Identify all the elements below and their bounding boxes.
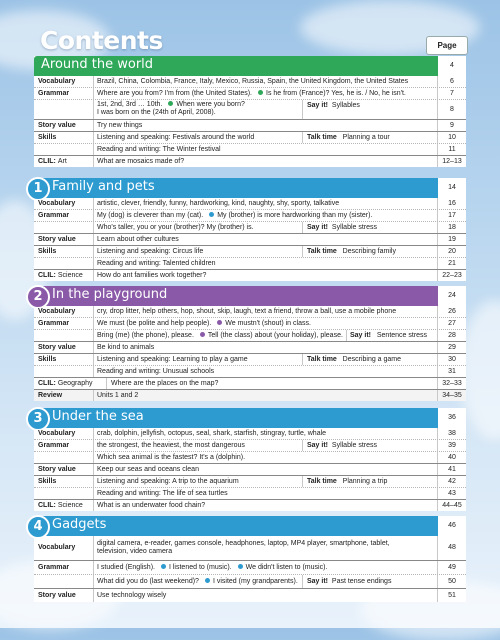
row-label: Story value xyxy=(38,466,76,473)
bullet-dot-icon xyxy=(238,564,243,569)
section-title: Under the sea xyxy=(52,409,144,424)
column-divider xyxy=(93,198,94,209)
row-content: Reading and writing: The Winter festival xyxy=(97,146,221,153)
row-content xyxy=(97,90,435,97)
column-divider xyxy=(93,561,94,574)
row-content: Listening and speaking: Learning to play a game xyxy=(97,356,248,363)
column-divider xyxy=(93,270,94,281)
column-divider xyxy=(93,88,94,99)
column-divider xyxy=(93,488,94,499)
unit-number: 3 xyxy=(26,407,50,431)
table-row xyxy=(34,233,466,245)
say-it-cell xyxy=(307,102,360,109)
row-content: cry, drop litter, help others, hop, shout, skip, laugh, text a friend, throw a ball, use a mobile phone xyxy=(97,308,397,315)
table-row xyxy=(34,574,466,588)
row-page: 49 xyxy=(437,561,466,574)
table-row xyxy=(34,155,466,167)
column-divider xyxy=(93,306,94,317)
grammar-item: 1st, 2nd, 3rd … 10th. xyxy=(97,101,163,108)
row-page: 6 xyxy=(437,76,466,87)
table-row xyxy=(34,306,466,317)
clil-subject: Geography xyxy=(57,380,93,387)
clil-label: CLIL: xyxy=(38,158,56,165)
column-divider xyxy=(93,330,94,341)
column-divider xyxy=(93,589,94,602)
row-label: Vocabulary xyxy=(38,544,76,551)
row-content: Learn about other cultures xyxy=(97,236,179,243)
row-page: 22–23 xyxy=(437,270,466,281)
column-divider xyxy=(93,476,94,487)
table-row xyxy=(34,439,466,451)
column-divider xyxy=(93,100,94,119)
column-divider xyxy=(93,440,94,451)
row-page: 19 xyxy=(437,234,466,245)
column-divider xyxy=(302,246,303,257)
clil-label: CLIL: xyxy=(38,272,56,279)
table-row xyxy=(34,87,466,99)
column-divider xyxy=(93,318,94,329)
grammar-item: Where are you from? I'm from (the United States). xyxy=(97,90,253,97)
talk-time-label: Talk time xyxy=(307,478,337,485)
grammar-item: When were you born? xyxy=(176,101,245,108)
row-label: Skills xyxy=(38,478,57,485)
table-row xyxy=(34,245,466,257)
grammar-item: Is he from (France)? Yes, he is. / No, he isn't. xyxy=(266,90,406,97)
bullet-dot-icon xyxy=(217,320,222,325)
table-row xyxy=(34,209,466,221)
row-page: 39 xyxy=(437,440,466,451)
table-row xyxy=(34,329,466,341)
say-it-value: Past tense endings xyxy=(331,578,392,585)
bullet-dot-icon xyxy=(161,564,166,569)
page-column-header: Page xyxy=(426,36,468,55)
row-content: Who's taller, you or your (brother)? My (brother) is. xyxy=(97,224,254,231)
column-divider xyxy=(302,440,303,451)
table-row xyxy=(34,377,466,389)
section-gadgets xyxy=(34,516,466,602)
row-page: 30 xyxy=(437,354,466,365)
say-it-value: Sentence stress xyxy=(376,332,428,339)
section-title: In the playground xyxy=(52,287,168,302)
row-content: Listening and speaking: Circus life xyxy=(97,248,204,255)
say-it-label: Say it! xyxy=(307,578,329,585)
row-page: 31 xyxy=(437,366,466,377)
bullet-dot-icon xyxy=(200,332,205,337)
say-it-label: Say it! xyxy=(307,442,329,449)
row-page: 43 xyxy=(437,488,466,499)
bullet-dot-icon xyxy=(205,578,210,583)
talk-time-cell xyxy=(307,356,401,363)
row-label xyxy=(38,272,83,279)
table-row xyxy=(34,451,466,463)
row-label: Grammar xyxy=(38,442,70,449)
say-it-cell xyxy=(307,442,377,449)
column-divider xyxy=(302,132,303,143)
bullet-dot-icon xyxy=(258,90,263,95)
column-divider xyxy=(93,366,94,377)
row-content xyxy=(97,101,286,117)
row-page: 34–35 xyxy=(437,390,466,401)
talk-time-value: Describing family xyxy=(342,248,396,255)
table-row xyxy=(34,269,466,281)
row-content: digital camera, e-reader, games console, headphones, laptop, MP4 player, smartphone, tablet, television, video camera xyxy=(97,540,390,555)
bullet-dot-icon xyxy=(209,212,214,217)
review-row xyxy=(34,389,466,401)
column-divider xyxy=(93,234,94,245)
row-content: Units 1 and 2 xyxy=(97,392,139,399)
section-page: 36 xyxy=(438,408,466,428)
row-page: 8 xyxy=(437,100,466,119)
talk-time-cell xyxy=(307,134,390,141)
row-content: Try new things xyxy=(97,122,143,129)
row-label: Story value xyxy=(38,344,76,351)
column-divider xyxy=(106,378,107,389)
row-content: the strongest, the heaviest, the most dangerous xyxy=(97,442,245,449)
row-label: Skills xyxy=(38,134,57,141)
row-page: 29 xyxy=(437,342,466,353)
column-divider xyxy=(93,120,94,131)
clil-subject: Science xyxy=(57,272,83,279)
table-row xyxy=(34,198,466,209)
row-page: 27 xyxy=(437,318,466,329)
column-divider xyxy=(93,452,94,463)
row-label xyxy=(38,158,67,165)
say-it-label: Say it! xyxy=(307,224,329,231)
row-content: crab, dolphin, jellyfish, octopus, seal, shark, starfish, stingray, turtle, whale xyxy=(97,430,327,437)
column-divider xyxy=(93,222,94,233)
grammar-item: Tell (the class) about (your holiday), please. xyxy=(207,332,343,339)
row-page: 26 xyxy=(437,306,466,317)
section-page: 24 xyxy=(438,286,466,306)
column-divider xyxy=(93,536,94,560)
row-page: 42 xyxy=(437,476,466,487)
row-content: Keep our seas and oceans clean xyxy=(97,466,199,473)
section-around-the-world xyxy=(34,56,466,167)
row-content: Listening and speaking: Festivals around the world xyxy=(97,134,255,141)
row-label: Grammar xyxy=(38,212,70,219)
column-divider xyxy=(93,132,94,143)
row-content: Which sea animal is the fastest? It's a (dolphin). xyxy=(97,454,246,461)
row-page: 40 xyxy=(437,452,466,463)
row-content: How do ant families work together? xyxy=(97,272,207,279)
row-content: What are mosaics made of? xyxy=(97,158,185,165)
row-content: Be kind to animals xyxy=(97,344,155,351)
row-content xyxy=(97,320,435,327)
table-row xyxy=(34,257,466,269)
row-page: 51 xyxy=(437,589,466,602)
column-divider xyxy=(93,246,94,257)
section-page: 46 xyxy=(438,516,466,536)
column-divider xyxy=(302,575,303,588)
row-page: 7 xyxy=(437,88,466,99)
column-divider xyxy=(93,258,94,269)
table-row xyxy=(34,317,466,329)
section-family-and-pets xyxy=(34,178,466,281)
row-content: What is an underwater food chain? xyxy=(97,502,206,509)
table-row xyxy=(34,143,466,155)
row-label: Review xyxy=(38,392,63,399)
section-page: 4 xyxy=(438,56,466,76)
bullet-dot-icon xyxy=(168,101,173,106)
row-content xyxy=(97,212,435,219)
section-in-the-playground xyxy=(34,286,466,401)
row-label: Story value xyxy=(38,592,76,599)
row-label: Grammar xyxy=(38,320,70,327)
row-content xyxy=(97,564,435,571)
section-band xyxy=(34,516,466,536)
row-page: 11 xyxy=(437,144,466,155)
column-divider xyxy=(93,210,94,221)
say-it-label: Say it! xyxy=(307,102,329,109)
unit-number: 4 xyxy=(26,515,50,539)
grammar-item: I listened to (music). xyxy=(168,564,232,571)
row-content: artistic, clever, friendly, funny, hardworking, kind, naughty, shy, sporty, talkative xyxy=(97,200,340,207)
table-row xyxy=(34,588,466,602)
column-divider xyxy=(93,500,94,511)
talk-time-label: Talk time xyxy=(307,248,337,255)
row-page: 28 xyxy=(437,330,466,341)
column-divider xyxy=(93,464,94,475)
row-label xyxy=(38,380,92,387)
row-page: 32–33 xyxy=(437,378,466,389)
column-divider xyxy=(302,476,303,487)
row-content: Use technology wisely xyxy=(97,592,167,599)
row-content: Reading and writing: Unusual schools xyxy=(97,368,215,375)
column-divider xyxy=(302,222,303,233)
column-divider xyxy=(302,100,303,119)
row-page: 38 xyxy=(437,428,466,439)
row-page: 44–45 xyxy=(437,500,466,511)
column-divider xyxy=(93,575,94,588)
table-row xyxy=(34,353,466,365)
section-title: Family and pets xyxy=(52,179,155,194)
column-divider xyxy=(93,156,94,167)
table-row xyxy=(34,365,466,377)
row-content: Where are the places on the map? xyxy=(111,380,219,387)
table-row xyxy=(34,341,466,353)
table-row xyxy=(34,119,466,131)
row-label: Skills xyxy=(38,356,57,363)
row-page: 9 xyxy=(437,120,466,131)
clil-label: CLIL: xyxy=(38,502,56,509)
say-it-cell xyxy=(307,224,377,231)
clil-label: CLIL: xyxy=(38,380,56,387)
talk-time-cell xyxy=(307,478,387,485)
column-divider xyxy=(93,428,94,439)
grammar-item: What did you do (last weekend)? xyxy=(97,578,199,585)
grammar-item: We didn't listen to (music). xyxy=(245,564,328,571)
say-it-value: Syllable stress xyxy=(331,224,378,231)
grammar-item: We must (be polite and help people). xyxy=(97,320,212,327)
clil-subject: Art xyxy=(57,158,67,165)
grammar-item: We mustn't (shout) in class. xyxy=(225,320,311,327)
table-row xyxy=(34,475,466,487)
section-band xyxy=(34,56,466,76)
row-content: Reading and writing: The life of sea turtles xyxy=(97,490,228,497)
section-title: Around the world xyxy=(41,57,154,72)
row-content: Brazil, China, Colombia, France, Italy, Mexico, Russia, Spain, the United Kingdom, the United States xyxy=(97,78,409,85)
row-page: 17 xyxy=(437,210,466,221)
talk-time-value: Describing a game xyxy=(342,356,402,363)
talk-time-label: Talk time xyxy=(307,134,337,141)
row-label: Vocabulary xyxy=(38,200,76,207)
section-band xyxy=(34,408,466,428)
column-divider xyxy=(93,144,94,155)
table-row xyxy=(34,131,466,143)
row-page: 20 xyxy=(437,246,466,257)
section-band xyxy=(34,286,466,306)
talk-time-cell xyxy=(307,248,396,255)
grammar-item: I was born on the (24th of April, 2008). xyxy=(97,109,216,116)
row-page: 10 xyxy=(437,132,466,143)
page-title: Contents xyxy=(40,26,163,55)
column-divider xyxy=(93,76,94,87)
row-label xyxy=(38,502,83,509)
table-row xyxy=(34,463,466,475)
table-row xyxy=(34,487,466,499)
talk-time-value: Planning a trip xyxy=(342,478,388,485)
grammar-item: My (brother) is more hardworking than my (sister). xyxy=(217,212,373,219)
row-label: Vocabulary xyxy=(38,78,76,85)
clil-subject: Science xyxy=(57,502,83,509)
row-label: Grammar xyxy=(38,564,70,571)
row-page: 18 xyxy=(437,222,466,233)
column-divider xyxy=(302,354,303,365)
row-label: Skills xyxy=(38,248,57,255)
column-divider xyxy=(93,354,94,365)
cloud xyxy=(460,300,500,440)
row-label: Vocabulary xyxy=(38,430,76,437)
column-divider xyxy=(93,390,94,401)
grammar-item: My (dog) is cleverer than my (cat). xyxy=(97,212,204,219)
column-divider xyxy=(346,330,347,341)
say-it-value: Syllable stress xyxy=(331,442,378,449)
say-it-label: Say it! xyxy=(350,332,372,339)
row-label: Story value xyxy=(38,236,76,243)
row-content: Listening and speaking: A trip to the aquarium xyxy=(97,478,239,485)
row-page: 50 xyxy=(437,575,466,588)
table-row xyxy=(34,221,466,233)
row-content: Reading and writing: Talented children xyxy=(97,260,216,267)
row-page: 21 xyxy=(437,258,466,269)
talk-time-value: Planning a tour xyxy=(342,134,390,141)
row-label: Grammar xyxy=(38,90,70,97)
section-title: Gadgets xyxy=(52,517,107,532)
column-divider xyxy=(93,342,94,353)
table-row xyxy=(34,560,466,574)
grammar-item: I visited (my grandparents). xyxy=(212,578,298,585)
table-row xyxy=(34,499,466,511)
grammar-item: Bring (me) (the phone), please. xyxy=(97,332,194,339)
say-it-value: Syllables xyxy=(331,102,360,109)
row-page: 41 xyxy=(437,464,466,475)
section-band xyxy=(34,178,466,198)
unit-number: 2 xyxy=(26,285,50,309)
row-label: Vocabulary xyxy=(38,308,76,315)
talk-time-label: Talk time xyxy=(307,356,337,363)
row-page: 48 xyxy=(437,536,466,560)
table-row xyxy=(34,428,466,439)
grammar-item: I studied (English). xyxy=(97,564,155,571)
say-it-cell xyxy=(307,578,391,585)
row-page: 16 xyxy=(437,198,466,209)
say-it-cell xyxy=(350,332,427,339)
table-row xyxy=(34,536,466,560)
table-row xyxy=(34,99,466,119)
row-label: Story value xyxy=(38,122,76,129)
table-row xyxy=(34,76,466,87)
row-page: 12–13 xyxy=(437,156,466,167)
section-page: 14 xyxy=(438,178,466,198)
unit-number: 1 xyxy=(26,177,50,201)
section-under-the-sea xyxy=(34,408,466,511)
